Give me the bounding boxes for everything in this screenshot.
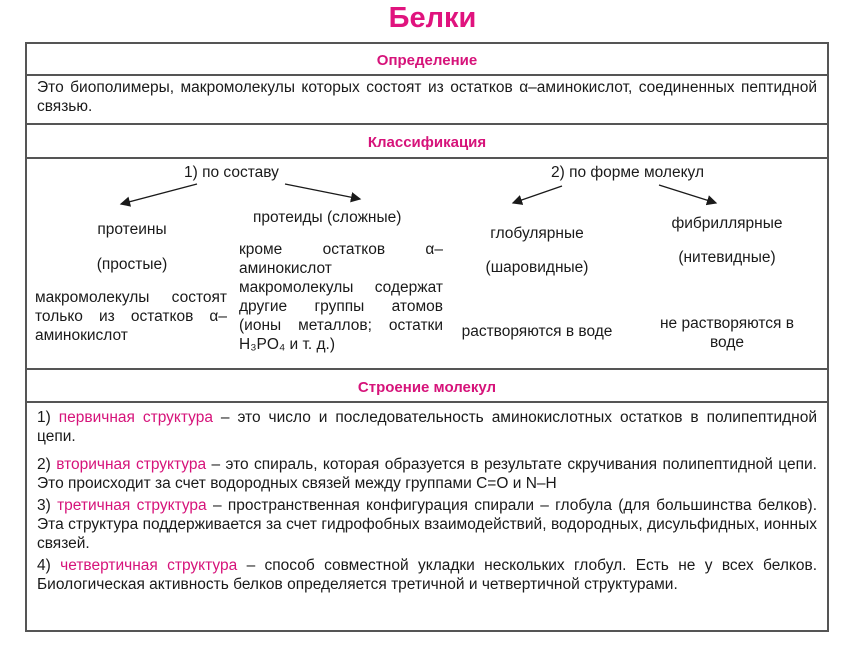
globular-note: (шаровидные)	[485, 259, 589, 276]
by-shape-label: 2) по форме молекул	[551, 164, 704, 181]
arrow-to-globular	[513, 186, 562, 203]
classification-header: Классификация	[27, 125, 827, 159]
secondary-structure-term: вторичная структура	[56, 456, 207, 473]
arrow-to-proteids	[285, 184, 360, 199]
proteids-description: кроме остатков α–аминокислот макромолекулы содержат другие группы атомов (ионы металлов; остатки H₃PO₄ и т. д.)	[239, 241, 443, 353]
globular-label: глобулярные	[490, 225, 584, 242]
arrow-to-proteins	[121, 184, 197, 204]
proteins-note: (простые)	[96, 256, 168, 273]
structure-quaternary: 4) четвертичная структура – способ совместной укладки нескольких глобул. Есть не у всех белков. Биологическая активность белков определяется третичной и четвертичной структурами.	[37, 557, 817, 593]
definition-text: Это биополимеры, макромолекулы которых состоят из остатков α–аминокислот, соединенных пептидной связью.	[37, 79, 817, 115]
primary-structure-term: первичная структура	[58, 409, 213, 426]
structure-secondary: 2) вторичная структура – это спираль, которая образуется в результате скручивания полипептидной цепи. Это происходит за счет водородных связей между группами C=O и N–H	[37, 456, 817, 492]
proteins-label: протеины	[97, 221, 167, 238]
tertiary-structure-term: третичная структура	[57, 497, 207, 514]
structure-tertiary: 3) третичная структура – пространственная конфигурация спирали – глобула (для большинства белков). Эта структура поддерживается за счет гидрофобных взаимодействий, водородных, дисульфидных, ионных связей.	[37, 497, 817, 552]
amino-group: N–H	[525, 475, 557, 492]
definition-header: Определение	[27, 44, 827, 76]
by-composition-label: 1) по составу	[184, 164, 279, 181]
page-title: Белки	[388, 2, 477, 34]
proteins-description: макромолекулы состоят только из остатков α–аминокислот	[35, 289, 227, 344]
globular-description: растворяются в воде	[461, 323, 613, 340]
arrow-to-fibrillar	[659, 185, 716, 203]
fibrillar-description: не растворяются в воде	[660, 315, 794, 351]
fibrillar-label: фибриллярные	[671, 215, 783, 232]
quaternary-structure-term: четвертичная структура	[60, 557, 238, 574]
info-table	[25, 42, 829, 632]
proteids-label: протеиды (сложные)	[253, 209, 402, 226]
structure-header: Строение молекул	[27, 370, 827, 403]
carbonyl-group: C=O	[476, 475, 509, 492]
fibrillar-note: (нитевидные)	[678, 249, 776, 266]
structure-primary: 1) первичная структура – это число и последовательность аминокислотных остатков в полипептидной цепи.	[37, 409, 818, 445]
